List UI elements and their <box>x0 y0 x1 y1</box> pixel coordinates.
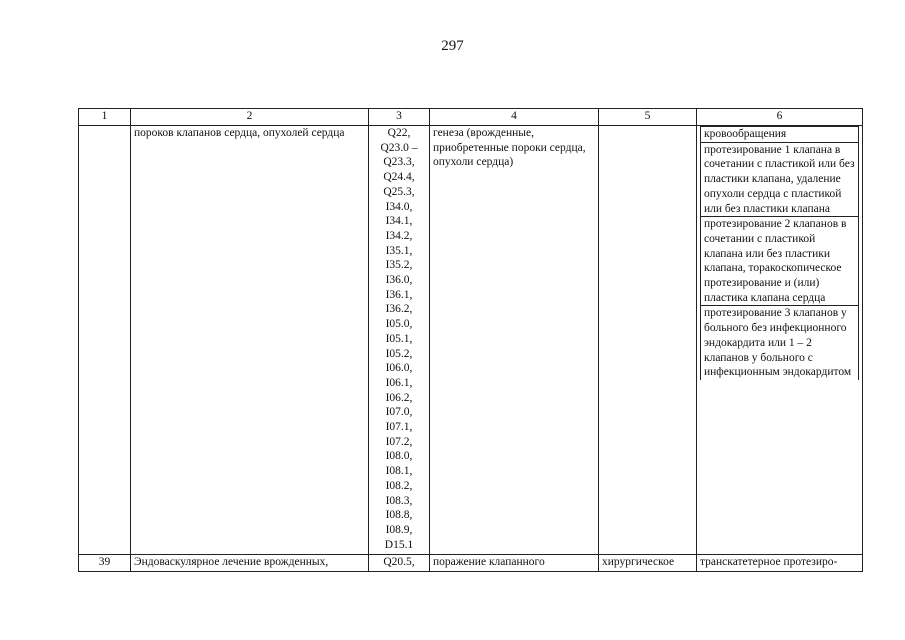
icd-code: I07.0, <box>385 406 413 419</box>
icd-code: I06.2, <box>385 391 413 404</box>
column-header-2: 2 <box>131 109 369 126</box>
method-item: протезирование 2 клапанов в сочетании с пластикой клапана или без пластики клапана, торакоскопическое протезирование и (или) пластика клапана сердца <box>701 217 859 306</box>
column-header-1: 1 <box>79 109 131 126</box>
icd-code: I34.0, <box>385 200 413 213</box>
table-row-continued <box>79 126 863 555</box>
icd-code: I08.0, <box>385 450 413 463</box>
method-item: протезирование 3 клапанов у больного без инфекционного эндокардита или 1 – 2 клапанов у больного с инфекционным эндокардитом <box>701 306 859 380</box>
icd-code: I05.0, <box>385 318 413 331</box>
methods-cell: транскатетерное протезиро- <box>697 555 863 572</box>
method-item: протезирование 1 клапана в сочетании с пластикой или без пластики клапана, удаление опухоли сердца с пластикой или без пластики клапана <box>701 142 859 217</box>
icd-code: I35.2, <box>385 259 413 272</box>
icd-code: I06.0, <box>385 362 413 375</box>
icd-code: I05.1, <box>385 332 413 345</box>
column-header-4: 4 <box>430 109 599 126</box>
method-item: кровообращения <box>701 127 859 143</box>
icd-code: I08.3, <box>385 494 413 507</box>
icd-code: I07.1, <box>385 421 413 434</box>
page-number: 297 <box>441 38 464 54</box>
methods-list <box>700 126 859 380</box>
table-header-row <box>79 109 863 126</box>
column-header-3: 3 <box>369 109 430 126</box>
icd-code: I08.9, <box>385 523 413 536</box>
treatment-kind-cell: хирургическое <box>599 555 697 572</box>
table-row-39 <box>79 555 863 572</box>
icd-code: Q24.4, <box>383 171 415 184</box>
icd-code: I08.2, <box>385 479 413 492</box>
icd-code: Q25.3, <box>383 185 415 198</box>
icd-code: I05.2, <box>385 347 413 360</box>
icd-code: I36.0, <box>385 274 413 287</box>
treatment-type-cell: Эндоваскулярное лечение врожденных, <box>131 555 369 572</box>
icd-code: I34.2, <box>385 229 413 242</box>
patient-model-cell: поражение клапанного <box>430 555 599 572</box>
icd-code: I36.2, <box>385 303 413 316</box>
column-header-5: 5 <box>599 109 697 126</box>
icd-code: I08.8, <box>385 509 413 522</box>
icd-codes-cell: Q20.5, <box>369 555 430 572</box>
icd-code: Q22, <box>387 127 411 139</box>
icd-code: I07.2, <box>385 435 413 448</box>
column-header-6: 6 <box>697 109 863 126</box>
icd-code: I08.1, <box>385 465 413 478</box>
icd-code: D15.1 <box>384 538 414 551</box>
treatment-kind-cell <box>599 126 697 555</box>
icd-codes-list <box>372 126 426 552</box>
icd-code: I36.1, <box>385 288 413 301</box>
icd-code: I06.1, <box>385 376 413 389</box>
icd-code: I35.1, <box>385 244 413 257</box>
icd-code: Q23.0 – <box>380 141 418 154</box>
icd-codes-cell <box>369 126 430 555</box>
treatment-type-cell: пороков клапанов сердца, опухолей сердца <box>131 126 369 555</box>
row-number-cell: 39 <box>79 555 131 572</box>
medical-procedures-table <box>78 108 863 572</box>
methods-cell <box>697 126 863 555</box>
icd-code: I34.1, <box>385 215 413 228</box>
row-number-cell <box>79 126 131 555</box>
icd-code: Q23.3, <box>383 156 415 169</box>
patient-model-cell: генеза (врожденные, приобретенные пороки сердца, опухоли сердца) <box>430 126 599 555</box>
